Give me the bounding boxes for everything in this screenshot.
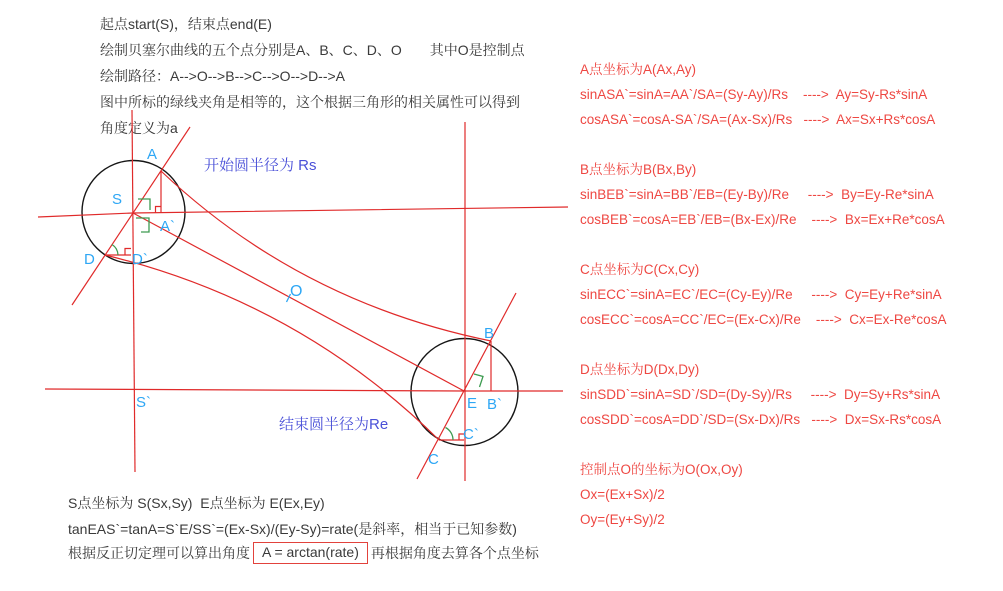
bottom-line-1: S点坐标为 S(Sx,Sy) E点坐标为 E(Ex,Ey) [68, 495, 325, 511]
formula-o-oy: Oy=(Ey+Sy)/2 [580, 512, 665, 527]
bottom-line-3 [68, 542, 539, 564]
bottom-line-2: tanEAS`=tanA=S`E/SS`=(Ex-Sx)/(Ey-Sy)=rate(是斜率，相当于已知参数) [68, 521, 517, 537]
point-label-sprime: S` [136, 394, 151, 411]
point-label-e: E [467, 395, 478, 412]
s-diagonal-ad-line [72, 127, 190, 305]
bottom-line-3-prefix: 根据反正切定理可以算出角度 [68, 545, 250, 561]
intro-line-5: 角度定义为a [100, 120, 178, 136]
right-angle-mark-aprime [156, 207, 162, 214]
angle-mark-at-d [112, 245, 118, 256]
angle-mark-at-e [474, 374, 483, 387]
right-angle-mark-dprime [125, 249, 131, 256]
bezier-a-to-b [161, 171, 491, 341]
point-label-cprime: C` [463, 426, 479, 443]
start-circle-caption: 开始圆半径为 Rs [204, 157, 317, 174]
formula-a-sin: sinASA`=sinA=AA`/SA=(Sy-Ay)/Rs ----> Ay=Sy-Rs*sinA [580, 87, 928, 102]
s-e-line [133, 213, 464, 391]
angle-mark-at-s-upper [138, 199, 150, 210]
point-label-a: A [147, 146, 158, 163]
formula-o-title: 控制点O的坐标为O(Ox,Oy) [580, 462, 743, 477]
s-horizontal-line [38, 207, 568, 217]
formula-a-title: A点坐标为A(Ax,Ay) [580, 62, 697, 77]
formula-a-cos: cosASA`=cosA-SA`/SA=(Ax-Sx)/Rs ----> Ax=Sx+Rs*cosA [580, 112, 936, 127]
angle-mark-at-c [446, 428, 454, 441]
point-label-b: B [484, 325, 495, 342]
formula-o-ox: Ox=(Ex+Sx)/2 [580, 487, 665, 502]
arctan-formula-box: A = arctan(rate) [253, 542, 368, 564]
intro-line-3: 绘制路径：A-->O-->B-->C-->O-->D-->A [100, 68, 346, 84]
intro-line-1: 起点start(S)，结束点end(E) [100, 16, 272, 32]
point-label-aprime: A` [160, 218, 175, 235]
point-label-o: O [290, 283, 303, 300]
formula-b-title: B点坐标为B(Bx,By) [580, 162, 697, 177]
formula-c-sin: sinECC`=sinA=EC`/EC=(Cy-Ey)/Re ----> Cy=Ey+Re*sinA [580, 287, 942, 302]
point-label-bprime: B` [487, 396, 502, 413]
end-circle-caption: 结束圆半径为Re [279, 416, 389, 433]
formula-c-title: C点坐标为C(Cx,Cy) [580, 262, 700, 277]
formula-d-cos: cosSDD`=cosA=DD`/SD=(Sx-Dx)/Rs ----> Dx=Sx-Rs*cosA [580, 412, 942, 427]
point-label-dprime: D` [132, 251, 148, 268]
formula-b-cos: cosBEB`=cosA=EB`/EB=(Bx-Ex)/Re ----> Bx=Ex+Re*cosA [580, 212, 945, 227]
bottom-line-3-suffix: 再根据角度去算各个点坐标 [370, 545, 539, 561]
intro-line-4: 图中所标的绿线夹角是相等的，这个根据三角形的相关属性可以得到 [100, 94, 520, 110]
formula-b-sin: sinBEB`=sinA=BB`/EB=(Ey-By)/Re ----> By=Ey-Re*sinA [580, 187, 934, 202]
point-label-s: S [112, 191, 123, 208]
formula-d-sin: sinSDD`=sinA=SD`/SD=(Dy-Sy)/Rs ----> Dy=Sy+Rs*sinA [580, 387, 941, 402]
formula-c-cos: cosECC`=cosA=CC`/EC=(Ex-Cx)/Re ----> Cx=Ex-Re*cosA [580, 312, 947, 327]
s-vertical-line [132, 110, 135, 472]
bezier-c-to-d [105, 255, 439, 440]
e-horizontal-line [45, 389, 563, 391]
point-label-c: C [428, 451, 439, 468]
formula-d-title: D点坐标为D(Dx,Dy) [580, 362, 700, 377]
intro-line-2: 绘制贝塞尔曲线的五个点分别是A、B、C、D、O 其中O是控制点 [100, 42, 525, 58]
point-label-d: D [84, 251, 95, 268]
